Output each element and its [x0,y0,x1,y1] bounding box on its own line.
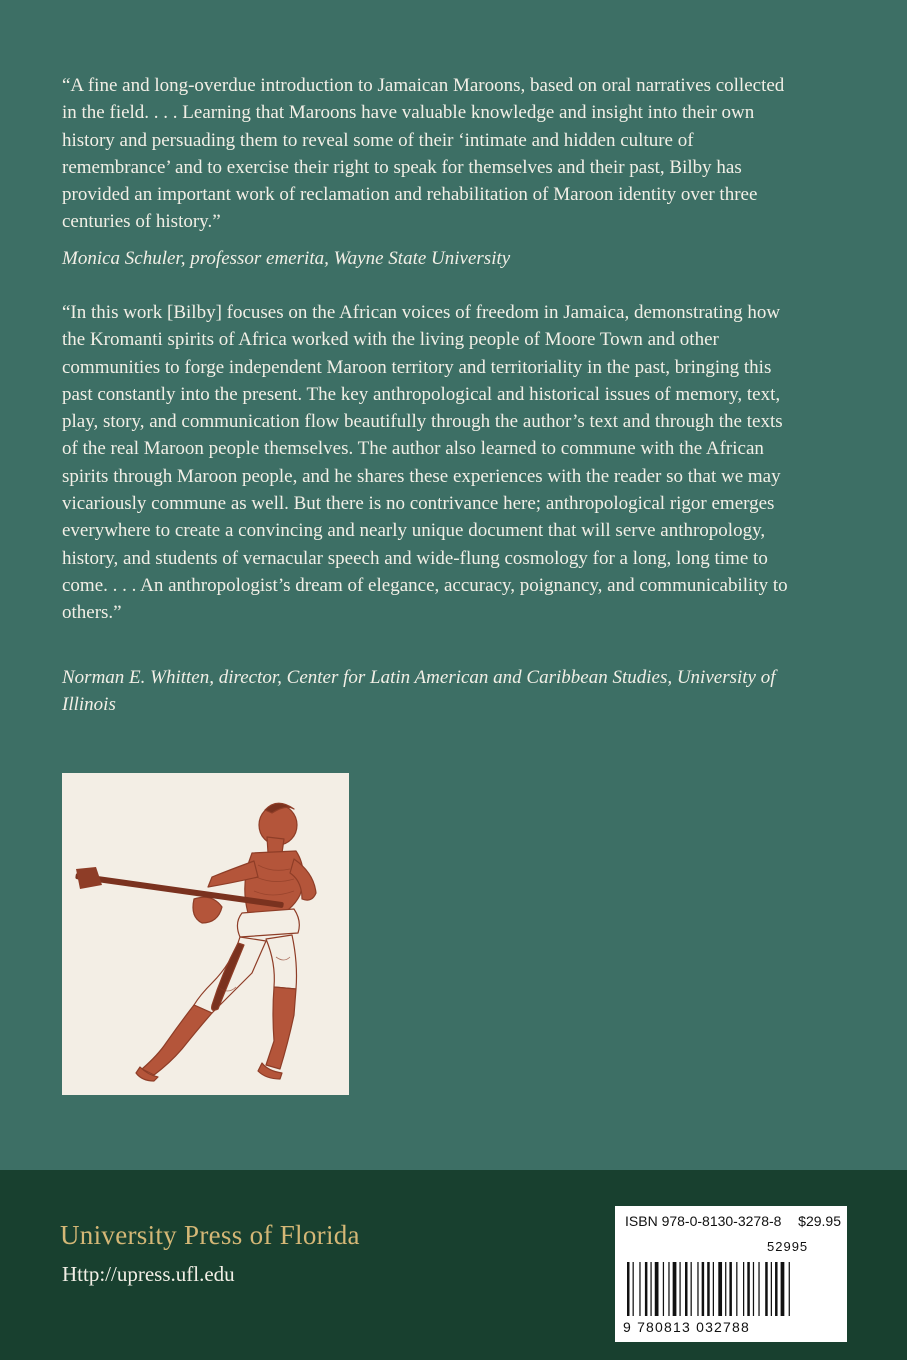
barcode-bar [747,1262,750,1316]
barcode-bar [781,1262,785,1316]
price: $29.95 [798,1213,841,1229]
barcode-bar [743,1262,744,1316]
blurb-quote-schuler: “A fine and long-overdue introduction to Jamaican Maroons, based on oral narratives collected in the field. . . . Learning that Maroons have valuable knowledge and insight into their own history and persuading them to reveal some of their ‘intimate and hidden culture of remembrance’ and to exercise their right to speak for themselves and their past, Bilby has provided an important work of reclamation and rehabilitation of Maroon identity over three centuries of history.” [62,75,785,233]
barcode-bar [627,1262,630,1316]
figure-left-leg [142,1005,212,1075]
barcode-bar [639,1262,640,1316]
maroon-warrior-engraving [62,773,349,1095]
publisher-url[interactable]: Http://upress.ufl.edu [62,1262,235,1286]
barcode-bar [697,1262,698,1316]
publisher-name: University Press of Florida [60,1220,360,1250]
blurb-attribution-schuler: Monica Schuler, professor emerita, Wayne State University [62,248,511,269]
isbn-number: ISBN 978-0-8130-3278-8 [625,1213,782,1229]
isbn-barcode-box [615,1206,847,1342]
barcode-bar [673,1262,677,1316]
barcode-bar [718,1262,722,1316]
barcode-bar [713,1262,714,1316]
barcode-bar [758,1262,759,1316]
barcode-bar [753,1262,754,1316]
barcode-bar [729,1262,732,1316]
barcode-bar [679,1262,680,1316]
barcode-bar [736,1262,737,1316]
barcode-bar [725,1262,726,1316]
blurb-attribution-whitten: Norman E. Whitten, director, Center for Latin American and Caribbean Studies, University of Illinois [62,667,776,715]
barcode-bar [765,1262,768,1316]
figure-right-leg [266,987,296,1069]
barcode-bar [771,1262,772,1316]
barcode-bar [650,1262,651,1316]
barcode-bar [691,1262,692,1316]
barcode-bar [663,1262,664,1316]
barcode-bar [789,1262,790,1316]
barcode-bar [775,1262,778,1316]
price-code: 52995 [767,1239,809,1254]
barcode-bar [685,1262,688,1316]
barcode-bars [627,1262,837,1316]
barcode-bar [655,1262,659,1316]
isbn-line [625,1213,841,1229]
blurb-quote-whitten: “In this work [Bilby] focuses on the African voices of freedom in Jamaica, demonstrating how the Kromanti spirits of Africa worked with the living people of Moore Town and other communities to forge independent Maroon territory and territoriality in the past, bringing this past constantly into the present. The key anthropological and historical issues of memory, text, play, story, and communication flow beautifully through the author’s text and through the texts of the real Maroon people themselves. The author also learned to commune with the African spirits through Maroon people, and he shares these experiences with the reader so that we may vicariously commune as well. But there is no contrivance here; anthropological rigor emerges everywhere to create a convincing and nearly unique document that will serve anthropology, history, and students of vernacular speech and wide-flung cosmology for a long, long time to come. . . . An anthropologist’s dream of elegance, accuracy, poignancy, and communicability to others.” [62,302,788,624]
maroon-warrior-illustration [62,773,349,1095]
barcode-bar [633,1262,634,1316]
barcode-digits: 9 780813 032788 [623,1319,750,1335]
barcode-bar [707,1262,710,1316]
barcode-bar [645,1262,648,1316]
barcode-bar [702,1262,705,1316]
barcode-bar [668,1262,669,1316]
figure-pouch [193,897,222,923]
